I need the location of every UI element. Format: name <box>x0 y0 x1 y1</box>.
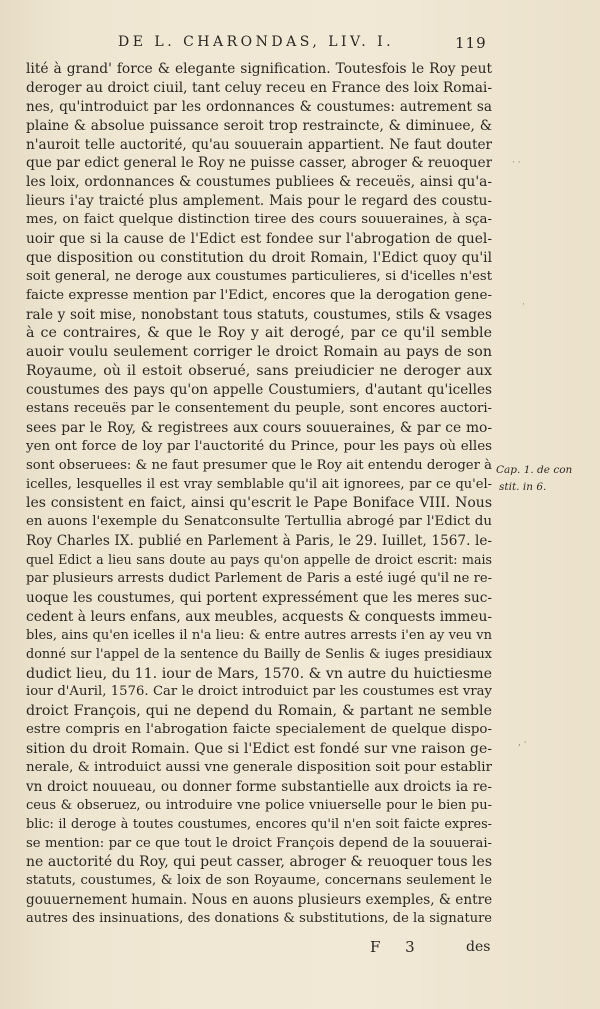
text-line: autres des insinuations, des donations & substitutions, de la signature <box>26 911 492 927</box>
text-line: faicte expresse mention par l'Edict, encores que la derogation gene- <box>26 287 492 303</box>
text-line: nes, qu'introduict par les ordonnances & coustumes: autrement sa <box>26 98 492 115</box>
running-head <box>0 34 600 58</box>
text-line: estans receuës par le consentement du peuple, sont encores auctori- <box>26 401 492 417</box>
text-line: uoir que si la cause de l'Edict est fondee sur l'abrogation de quel- <box>26 231 492 248</box>
text-line: icelles, lesquelles il est vray semblable qu'il ait ignorees, par ce qu'el- <box>26 476 492 492</box>
text-line: auoir voulu seulement corriger le droict Romain au pays de son <box>26 344 492 361</box>
text-line: uoque les coustumes, qui portent expressément que les meres suc- <box>26 589 492 606</box>
text-line: donné sur l'appel de la sentence du Bailly de Senlis & iuges presidiaux <box>26 646 492 662</box>
text-line: les consistent en faict, ainsi qu'escrit le Pape Boniface VIII. Nous <box>26 495 492 512</box>
text-line: cedent à leurs enfans, aux meubles, acquests & conquests immeu- <box>26 608 492 625</box>
text-line: nerale, & introduict aussi vne generale disposition soit pour establir <box>26 759 492 775</box>
text-line: statuts, coustumes, & loix de son Royaume, concernans seulement le <box>26 873 492 889</box>
text-line: vn droict nouueau, ou donner forme substantielle aux droicts ia re- <box>26 778 492 795</box>
body-text <box>26 60 492 929</box>
text-line: blic: il deroge à toutes coustumes, encores qu'il n'en soit faicte expres- <box>26 816 492 832</box>
text-line: se mention: par ce que tout le droict François depend de la souuerai- <box>26 835 492 851</box>
text-line: sees par le Roy, & registrees aux cours souueraines, & par ce mo- <box>26 419 492 436</box>
text-line: plaine & absolue puissance seroit trop restraincte, & diminuee, & <box>26 117 492 134</box>
text-line: dudict lieu, du 11. iour de Mars, 1570. & vn autre du huictiesme <box>26 665 492 682</box>
margin-mark: , · <box>518 738 527 748</box>
text-line: sont obseruees: & ne faut presumer que le Roy ait entendu deroger à <box>26 457 492 473</box>
text-line: Roy Charles IX. publié en Parlement à Paris, le 29. Iuillet, 1567. le- <box>26 533 492 550</box>
text-line: Royaume, où il estoit obserué, sans preiudicier ne deroger aux <box>26 363 492 380</box>
text-line: par plusieurs arrests dudict Parlement de Paris a esté iugé qu'il ne re- <box>26 571 492 587</box>
text-line: en auons l'exemple du Senatconsulte Tertullia abrogé par l'Edict du <box>26 514 492 530</box>
text-line: que par edict general le Roy ne puisse casser, abroger & reuoquer <box>26 155 492 172</box>
text-line: sition du droit Romain. Que si l'Edict est fondé sur vne raison ge- <box>26 741 492 758</box>
text-line: que disposition ou constitution du droit Romain, l'Edict quoy qu'il <box>26 249 492 266</box>
text-line: les loix, ordonnances & coustumes publiees & receuës, ainsi qu'a- <box>26 174 492 191</box>
text-line: ceus & obseruez, ou introduire vne police vniuerselle pour le bien pu- <box>26 797 492 813</box>
text-line: rale y soit mise, nonobstant tous statuts, coustumes, stils & vsages <box>26 306 492 323</box>
signature-mark: F 3 <box>370 938 425 956</box>
margin-note: stit. in 6. <box>499 481 547 493</box>
text-line: à ce contraires, & que le Roy y ait derogé, par ce qu'il semble <box>26 325 492 342</box>
text-line: coustumes des pays qu'on appelle Coustumiers, d'autant qu'icelles <box>26 382 492 399</box>
text-line: lité à grand' force & elegante signification. Toutesfois le Roy peut <box>26 61 492 77</box>
text-line: ne auctorité du Roy, qui peut casser, abroger & reuoquer tous les <box>26 854 492 871</box>
text-line: quel Edict a lieu sans doute au pays qu'on appelle de droict escrit: mais <box>26 552 492 568</box>
text-line: deroger au droict ciuil, tant celuy receu en France des loix Romai- <box>26 79 492 96</box>
running-head-title: DE L. CHARONDAS, LIV. I. <box>118 34 395 50</box>
text-line: yen ont force de loy par l'auctorité du Prince, pour les pays où elles <box>26 438 492 454</box>
text-line: lieurs i'ay traicté plus amplement. Mais pour le regard des coustu- <box>26 193 492 210</box>
text-line: soit general, ne deroge aux coustumes particulieres, si d'icelles n'est <box>26 268 492 284</box>
text-line: bles, ains qu'en icelles il n'a lieu: & entre autres arrests i'en ay veu vn <box>26 627 492 643</box>
text-line: gouuernement humain. Nous en auons plusieurs exemples, & entre <box>26 892 492 909</box>
catchword: des <box>466 939 491 955</box>
page-number: 119 <box>455 34 487 52</box>
margin-note: Cap. 1. de con <box>496 464 573 476</box>
text-line: estre compris en l'abrogation faicte specialement de quelque dispo- <box>26 722 492 738</box>
margin-mark: ‧ · <box>512 158 521 168</box>
text-line: iour d'Auril, 1576. Car le droict introduict par les coustumes est vray <box>26 684 492 700</box>
text-line: n'auroit telle auctorité, qu'au souuerain appartient. Ne faut douter <box>26 136 492 153</box>
margin-mark: · <box>522 300 525 310</box>
text-line: droict François, qui ne depend du Romain, & partant ne semble <box>26 703 492 720</box>
text-line: mes, on faict quelque distinction tiree des cours souueraines, à sça- <box>26 212 492 228</box>
